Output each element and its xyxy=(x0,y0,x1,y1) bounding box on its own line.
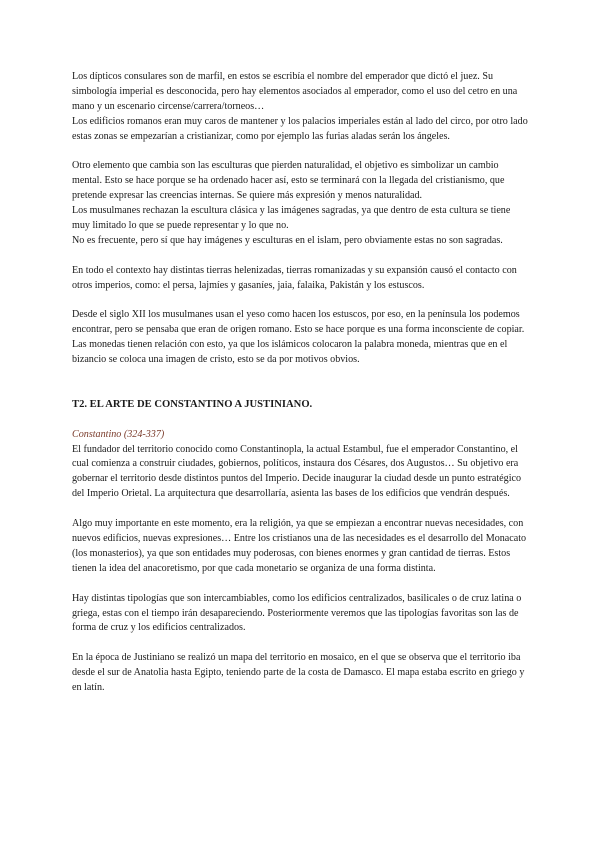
section-heading: T2. EL ARTE DE CONSTANTINO A JUSTINIANO. xyxy=(72,398,313,410)
paragraph-edificios-romanos: Los edificios romanos eran muy caros de mantener y los palacios imperiales están al lado del circo, por otro lado estas zonas se empezarían a cristianizar, como por ejemplo las furias aladas serán los ángeles. xyxy=(72,115,528,142)
paragraph-gap xyxy=(72,294,528,309)
document-page xyxy=(72,70,528,696)
paragraph-dipticos: Los dípticos consulares son de marfil, en estos se escribía el nombre del emperador que dictó el juez. Su simbología imperial es desconocida, pero hay elementos asociados al emperador, como el uso del cetro en una mano y un escenario circense/carrera/torneos… xyxy=(72,71,518,112)
paragraph-fundador: El fundador del territorio conocido como Constantinopla, la actual Estambul, fue el emperador Constantino, el cual comienza a construir ciudades, gobiernos, políticos, instaura dos Césares, dos Augustos… Su objetivo era gobernar el territorio desde distintos puntos del Imperio. Decide inaugurar la ciudad desde un punto estratégico del Imperio Orietal. La arquitectura que desarrollaría, asienta las bases de los edificios que vendrán después. xyxy=(72,443,522,500)
subheading-constantino: Constantino (324-337) xyxy=(72,428,165,440)
paragraph-gap xyxy=(72,413,528,428)
paragraph-gap xyxy=(72,145,528,160)
paragraph-gap xyxy=(72,249,528,264)
paragraph-yeso: Desde el siglo XII los musulmanes usan el yeso como hacen los estuscos, por eso, en la península los podemos encontrar, pero se pensaba que eran de origen romano. Esto se hace porque es una forma inconsciente de copiar. Las monedas tienen relación con esto, ya que los islámicos colocaron la palabra moneda, mientras que en el bizancio se coloca una imagen de cristo, esto se da por motivos obvios. xyxy=(72,309,525,366)
paragraph-religion: Algo muy importante en este momento, era la religión, ya que se empiezan a encontrar nuevas necesidades, con nuevos edificios, nuevas expresiones… Entre los cristianos una de las necesidades es el desarrollo del Monacato (los monasterios), ya que son entidades muy poderosas, con bienes enormes y gran cantidad de tierras. Estos tienen la idea del anacoretismo, por que cada monetario se organiza de una forma distinta. xyxy=(72,518,527,574)
paragraph-gap xyxy=(72,383,528,398)
paragraph-islam-imagenes: No es frecuente, pero sí que hay imágenes y esculturas en el islam, pero obviamente estas no son sagradas. xyxy=(72,234,503,246)
paragraph-gap xyxy=(72,502,528,517)
paragraph-justiniano-mapa: En la época de Justiniano se realizó un mapa del territorio en mosaico, en el que se observa que el territorio iba desde el sur de Anatolia hasta Egipto, teniendo parte de la costa de Damasco. El mapa estaba escrito en griego y en latín. xyxy=(72,652,525,694)
paragraph-contexto: En todo el contexto hay distintas tierras helenizadas, tierras romanizadas y su expansión causó el contacto con otros imperios, como: el persa, lajmíes y gasaníes, jaia, falaika, Pakistán y los estuscos. xyxy=(72,264,517,291)
paragraph-gap xyxy=(72,636,528,651)
paragraph-gap xyxy=(72,368,528,383)
paragraph-tipologias: Hay distintas tipologías que son intercambiables, como los edificios centralizados, basilicales o de cruz latina o griega, estas con el tiempo irán desapareciendo. Posteriormente veremos que las tipologías favoritas son las de forma de cruz y los edificios centralizados. xyxy=(72,592,522,634)
paragraph-musulmanes-escultura: Los musulmanes rechazan la escultura clásica y las imágenes sagradas, ya que dentro de esta cultura se tiene muy limitado lo que se puede representar y lo que no. xyxy=(72,205,511,232)
paragraph-gap xyxy=(72,577,528,592)
paragraph-esculturas: Otro elemento que cambia son las esculturas que pierden naturalidad, el objetivo es simbolizar un cambio mental. Esto se hace porque se ha ordenado hacer así, esto se terminará con la llegada del cristianismo, que pretende expresar las creencias internas. Se quiere más expresión y menos naturalidad. xyxy=(72,160,505,202)
